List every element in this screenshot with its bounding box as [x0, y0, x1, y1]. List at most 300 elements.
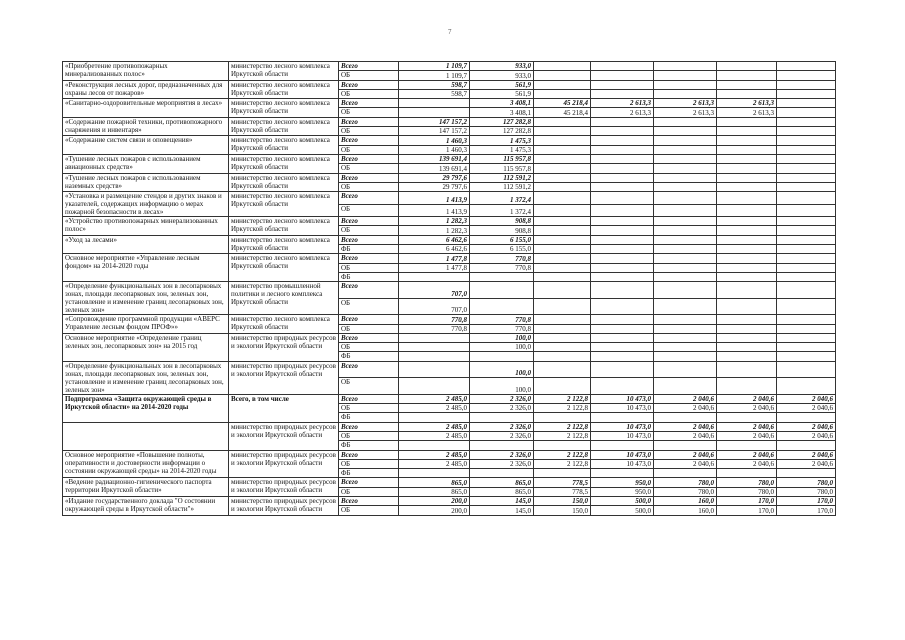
funding-source: Всего	[339, 80, 399, 89]
amount-cell-2015: 1 372,4	[470, 192, 534, 205]
amount-cell-2019: 2 040,6	[717, 404, 777, 413]
amount-cell-2015: 933,0	[470, 71, 534, 80]
responsible-executor: министерство природных ресурсов и экологии Иркутской области	[229, 496, 339, 515]
amount-cell-2015: 1 475,3	[470, 136, 534, 145]
amount-cell-2016: 2 122,8	[534, 450, 591, 459]
amount-cell-2015: 561,9	[470, 80, 534, 89]
amount-cell-2017: 10 473,0	[591, 431, 654, 440]
amount-cell-2014: 2 485,0	[399, 422, 470, 431]
funding-source: Всего	[339, 450, 399, 459]
amount-cell-2015: 3 408,1	[470, 108, 534, 117]
amount-cell-2018	[654, 71, 717, 80]
amount-cell-2019	[717, 62, 777, 71]
amount-cell-2019	[717, 182, 777, 191]
amount-cell-2016	[534, 343, 591, 352]
funding-source: Всего	[339, 394, 399, 403]
amount-cell-2014	[399, 272, 470, 281]
table-row	[63, 80, 836, 89]
amount-cell-2016	[534, 282, 591, 299]
table-row	[63, 192, 836, 205]
amount-cell-2019	[717, 164, 777, 173]
responsible-executor: министерство природных ресурсов и экологии Иркутской области	[229, 450, 339, 478]
funding-source: ФБ	[339, 272, 399, 281]
funding-source: Всего	[339, 136, 399, 145]
amount-cell-2015: 2 326,0	[470, 394, 534, 403]
amount-cell-2016: 2 122,8	[534, 422, 591, 431]
amount-cell-2019: 2 040,6	[717, 450, 777, 459]
amount-cell-2014: 598,7	[399, 80, 470, 89]
amount-cell-2020	[777, 343, 836, 352]
funding-source: ОБ	[339, 108, 399, 117]
amount-cell-2014: 707,0	[399, 282, 470, 299]
measure-name: «Определение функциональных зон в лесопарковых зонах, площади лесопарковых зон, зеленых зон, установление и изменение границ лесопарковых зон, зеленых зон»	[63, 361, 229, 394]
amount-cell-2018: 2 040,6	[654, 394, 717, 403]
amount-cell-2017	[591, 164, 654, 173]
amount-cell-2020	[777, 378, 836, 395]
amount-cell-2019	[717, 127, 777, 136]
amount-cell-2016: 2 122,8	[534, 394, 591, 403]
amount-cell-2014: 200,0	[399, 496, 470, 505]
amount-cell-2016	[534, 145, 591, 154]
amount-cell-2019	[717, 272, 777, 281]
amount-cell-2016: 45 218,4	[534, 99, 591, 108]
amount-cell-2015: 2 326,0	[470, 459, 534, 468]
amount-cell-2014	[399, 333, 470, 342]
measure-name: Подпрограмма «Защита окружающей среды в Иркутской области» на 2014-2020 годы	[63, 394, 229, 422]
amount-cell-2018: 2 040,6	[654, 450, 717, 459]
amount-cell-2019	[717, 282, 777, 299]
responsible-executor: министерство лесного комплекса Иркутской области	[229, 62, 339, 81]
amount-cell-2014: 598,7	[399, 89, 470, 98]
amount-cell-2016: 150,0	[534, 506, 591, 515]
amount-cell-2019	[717, 89, 777, 98]
amount-cell-2015: 127 282,8	[470, 127, 534, 136]
amount-cell-2018	[654, 89, 717, 98]
amount-cell-2016	[534, 413, 591, 422]
amount-cell-2018	[654, 145, 717, 154]
amount-cell-2018	[654, 282, 717, 299]
amount-cell-2019	[717, 245, 777, 254]
amount-cell-2017: 10 473,0	[591, 404, 654, 413]
amount-cell-2019	[717, 71, 777, 80]
funding-source: ОБ	[339, 343, 399, 352]
amount-cell-2017: 10 473,0	[591, 459, 654, 468]
amount-cell-2019	[717, 441, 777, 450]
funding-source: ФБ	[339, 352, 399, 361]
amount-cell-2016	[534, 315, 591, 324]
amount-cell-2020: 2 040,6	[777, 459, 836, 468]
funding-source: Всего	[339, 333, 399, 342]
amount-cell-2018: 2 040,6	[654, 431, 717, 440]
amount-cell-2018: 2 040,6	[654, 422, 717, 431]
amount-cell-2018	[654, 226, 717, 235]
amount-cell-2014: 865,0	[399, 487, 470, 496]
amount-cell-2014: 865,0	[399, 478, 470, 487]
amount-cell-2017	[591, 80, 654, 89]
measure-name: Основное мероприятие «Управление лесным фондом» на 2014-2020 годы	[63, 254, 229, 282]
amount-cell-2020	[777, 226, 836, 235]
funding-source: Всего	[339, 117, 399, 126]
amount-cell-2014: 6 462,6	[399, 235, 470, 244]
amount-cell-2015: 100,0	[470, 343, 534, 352]
amount-cell-2017: 500,0	[591, 496, 654, 505]
amount-cell-2020	[777, 192, 836, 205]
amount-cell-2020	[777, 235, 836, 244]
funding-source: ОБ	[339, 164, 399, 173]
amount-cell-2016	[534, 254, 591, 263]
amount-cell-2016	[534, 378, 591, 395]
amount-cell-2020	[777, 361, 836, 378]
amount-cell-2016: 778,5	[534, 487, 591, 496]
amount-cell-2016	[534, 80, 591, 89]
amount-cell-2015	[470, 352, 534, 361]
amount-cell-2020	[777, 154, 836, 163]
amount-cell-2020	[777, 413, 836, 422]
funding-source: ОБ	[339, 127, 399, 136]
amount-cell-2017	[591, 192, 654, 205]
amount-cell-2019	[717, 352, 777, 361]
amount-cell-2020: 2 040,6	[777, 404, 836, 413]
amount-cell-2015	[470, 469, 534, 478]
amount-cell-2014: 1 109,7	[399, 71, 470, 80]
responsible-executor: министерство лесного комплекса Иркутской области	[229, 173, 339, 192]
amount-cell-2020	[777, 217, 836, 226]
amount-cell-2018	[654, 235, 717, 244]
amount-cell-2014: 1 413,9	[399, 204, 470, 217]
amount-cell-2020	[777, 89, 836, 98]
table-row	[63, 154, 836, 163]
table-row	[63, 361, 836, 378]
amount-cell-2019	[717, 145, 777, 154]
amount-cell-2020	[777, 62, 836, 71]
table-row	[63, 254, 836, 263]
funding-source: ОБ	[339, 145, 399, 154]
amount-cell-2020	[777, 164, 836, 173]
amount-cell-2016: 150,0	[534, 496, 591, 505]
amount-cell-2020	[777, 80, 836, 89]
amount-cell-2017: 10 473,0	[591, 394, 654, 403]
amount-cell-2014: 2 485,0	[399, 459, 470, 468]
amount-cell-2014	[399, 352, 470, 361]
amount-cell-2019	[717, 235, 777, 244]
amount-cell-2014: 1 282,3	[399, 226, 470, 235]
amount-cell-2017: 10 473,0	[591, 450, 654, 459]
responsible-executor: министерство лесного комплекса Иркутской области	[229, 217, 339, 236]
table-row	[63, 62, 836, 71]
amount-cell-2015: 1 372,4	[470, 204, 534, 217]
amount-cell-2020: 2 040,6	[777, 431, 836, 440]
amount-cell-2018	[654, 324, 717, 333]
amount-cell-2015: 6 155,0	[470, 235, 534, 244]
measure-name: «Тушение лесных пожаров с использованием наземных средств»	[63, 173, 229, 192]
amount-cell-2019: 2 040,6	[717, 431, 777, 440]
amount-cell-2015: 770,8	[470, 254, 534, 263]
amount-cell-2015: 865,0	[470, 478, 534, 487]
amount-cell-2018	[654, 62, 717, 71]
funding-source: ОБ	[339, 298, 399, 315]
amount-cell-2017	[591, 413, 654, 422]
amount-cell-2020: 170,0	[777, 506, 836, 515]
amount-cell-2015: 561,9	[470, 89, 534, 98]
table-row	[63, 450, 836, 459]
amount-cell-2018	[654, 254, 717, 263]
amount-cell-2017	[591, 173, 654, 182]
amount-cell-2019	[717, 154, 777, 163]
amount-cell-2015: 770,8	[470, 324, 534, 333]
amount-cell-2015: 2 326,0	[470, 422, 534, 431]
amount-cell-2017	[591, 315, 654, 324]
amount-cell-2020	[777, 333, 836, 342]
amount-cell-2016	[534, 71, 591, 80]
amount-cell-2017	[591, 324, 654, 333]
amount-cell-2020	[777, 324, 836, 333]
amount-cell-2014: 770,8	[399, 324, 470, 333]
amount-cell-2020	[777, 352, 836, 361]
amount-cell-2015: 127 282,8	[470, 117, 534, 126]
amount-cell-2014	[399, 108, 470, 117]
amount-cell-2017	[591, 62, 654, 71]
table-row	[63, 478, 836, 487]
responsible-executor: министерство лесного комплекса Иркутской области	[229, 192, 339, 217]
table-row	[63, 315, 836, 324]
amount-cell-2018	[654, 333, 717, 342]
amount-cell-2017	[591, 154, 654, 163]
amount-cell-2016	[534, 89, 591, 98]
amount-cell-2016	[534, 154, 591, 163]
amount-cell-2018	[654, 272, 717, 281]
amount-cell-2014: 1 460,3	[399, 136, 470, 145]
funding-source: ОБ	[339, 506, 399, 515]
amount-cell-2020	[777, 71, 836, 80]
amount-cell-2016	[534, 361, 591, 378]
measure-name: «Уход за лесами»	[63, 235, 229, 254]
funding-source: Всего	[339, 154, 399, 163]
funding-source: Всего	[339, 192, 399, 205]
amount-cell-2015	[470, 298, 534, 315]
amount-cell-2019	[717, 117, 777, 126]
amount-cell-2015: 100,0	[470, 378, 534, 395]
amount-cell-2018	[654, 263, 717, 272]
amount-cell-2018	[654, 117, 717, 126]
amount-cell-2019: 170,0	[717, 496, 777, 505]
responsible-executor: министерство природных ресурсов и экологии Иркутской области	[229, 422, 339, 450]
amount-cell-2014: 1 477,8	[399, 263, 470, 272]
amount-cell-2019	[717, 80, 777, 89]
amount-cell-2019	[717, 343, 777, 352]
amount-cell-2015: 112 591,2	[470, 173, 534, 182]
amount-cell-2016: 778,5	[534, 478, 591, 487]
amount-cell-2018	[654, 378, 717, 395]
amount-cell-2020: 2 040,6	[777, 394, 836, 403]
amount-cell-2019	[717, 324, 777, 333]
amount-cell-2018	[654, 245, 717, 254]
amount-cell-2015: 908,8	[470, 217, 534, 226]
amount-cell-2014: 147 157,2	[399, 117, 470, 126]
amount-cell-2018: 2 040,6	[654, 459, 717, 468]
funding-source: Всего	[339, 99, 399, 108]
amount-cell-2015: 100,0	[470, 361, 534, 378]
amount-cell-2015: 2 326,0	[470, 431, 534, 440]
funding-source: Всего	[339, 478, 399, 487]
responsible-executor: министерство лесного комплекса Иркутской области	[229, 99, 339, 118]
amount-cell-2020	[777, 136, 836, 145]
amount-cell-2020: 780,0	[777, 478, 836, 487]
amount-cell-2019	[717, 192, 777, 205]
amount-cell-2014: 29 797,6	[399, 173, 470, 182]
funding-source: Всего	[339, 282, 399, 299]
amount-cell-2018	[654, 413, 717, 422]
table-row	[63, 136, 836, 145]
funding-source: ОБ	[339, 89, 399, 98]
measure-name: «Издание государственного доклада "О состоянии окружающей среды в Иркутской области"»	[63, 496, 229, 515]
funding-source: ОБ	[339, 226, 399, 235]
amount-cell-2014: 1 460,3	[399, 145, 470, 154]
responsible-executor: министерство лесного комплекса Иркутской области	[229, 235, 339, 254]
amount-cell-2014: 139 691,4	[399, 154, 470, 163]
amount-cell-2018	[654, 469, 717, 478]
responsible-executor: министерство природных ресурсов и экологии Иркутской области	[229, 333, 339, 361]
funding-source: Всего	[339, 361, 399, 378]
amount-cell-2020	[777, 204, 836, 217]
amount-cell-2014: 770,8	[399, 315, 470, 324]
amount-cell-2015: 865,0	[470, 487, 534, 496]
amount-cell-2016	[534, 245, 591, 254]
amount-cell-2016	[534, 164, 591, 173]
amount-cell-2018: 2 613,3	[654, 99, 717, 108]
amount-cell-2015: 3 408,1	[470, 99, 534, 108]
amount-cell-2014	[399, 441, 470, 450]
amount-cell-2017	[591, 254, 654, 263]
responsible-executor: министерство лесного комплекса Иркутской области	[229, 254, 339, 282]
amount-cell-2016	[534, 226, 591, 235]
amount-cell-2016: 2 122,8	[534, 404, 591, 413]
amount-cell-2019: 170,0	[717, 506, 777, 515]
measure-name: «Содержание пожарной техники, противопожарного снаряжения и инвентаря»	[63, 117, 229, 136]
amount-cell-2019	[717, 263, 777, 272]
amount-cell-2016	[534, 136, 591, 145]
measure-name: «Ведение радиационно-гигиенического паспорта территории Иркутской области»	[63, 478, 229, 497]
amount-cell-2018	[654, 204, 717, 217]
amount-cell-2020	[777, 282, 836, 299]
amount-cell-2020	[777, 145, 836, 154]
measure-name: Основное мероприятие «Повышение полноты, оперативности и достоверности информации о состоянии окружающей среды» на 2014-2020 годы	[63, 450, 229, 478]
measure-name: «Устройство противопожарных минерализованных полос»	[63, 217, 229, 236]
amount-cell-2016: 2 122,8	[534, 431, 591, 440]
amount-cell-2015: 115 957,8	[470, 154, 534, 163]
funding-source: ОБ	[339, 459, 399, 468]
amount-cell-2020	[777, 108, 836, 117]
amount-cell-2016	[534, 117, 591, 126]
amount-cell-2018: 2 040,6	[654, 404, 717, 413]
funding-source: Всего	[339, 62, 399, 71]
table-row	[63, 333, 836, 342]
amount-cell-2020	[777, 441, 836, 450]
amount-cell-2014	[399, 361, 470, 378]
amount-cell-2019: 2 613,3	[717, 99, 777, 108]
amount-cell-2020	[777, 182, 836, 191]
amount-cell-2019	[717, 173, 777, 182]
table-row	[63, 422, 836, 431]
amount-cell-2018: 2 613,3	[654, 108, 717, 117]
amount-cell-2014: 1 109,7	[399, 62, 470, 71]
amount-cell-2017	[591, 235, 654, 244]
amount-cell-2020	[777, 263, 836, 272]
amount-cell-2017	[591, 272, 654, 281]
funding-source: ОБ	[339, 324, 399, 333]
funding-source: Всего	[339, 173, 399, 182]
funding-source: Всего	[339, 496, 399, 505]
amount-cell-2015: 2 326,0	[470, 450, 534, 459]
amount-cell-2018	[654, 315, 717, 324]
measure-name	[63, 422, 229, 450]
amount-cell-2017	[591, 117, 654, 126]
responsible-executor: министерство лесного комплекса Иркутской области	[229, 136, 339, 155]
amount-cell-2016: 45 218,4	[534, 108, 591, 117]
amount-cell-2017	[591, 282, 654, 299]
amount-cell-2017: 2 613,3	[591, 108, 654, 117]
funding-source: Всего	[339, 235, 399, 244]
amount-cell-2018: 780,0	[654, 478, 717, 487]
amount-cell-2017	[591, 333, 654, 342]
amount-cell-2017: 2 613,3	[591, 99, 654, 108]
amount-cell-2015	[470, 282, 534, 299]
amount-cell-2014	[399, 469, 470, 478]
amount-cell-2016	[534, 235, 591, 244]
amount-cell-2019	[717, 315, 777, 324]
amount-cell-2019	[717, 378, 777, 395]
amount-cell-2017	[591, 469, 654, 478]
amount-cell-2018: 160,0	[654, 496, 717, 505]
amount-cell-2018	[654, 127, 717, 136]
amount-cell-2018	[654, 343, 717, 352]
table-row	[63, 99, 836, 108]
measure-name: «Приобретение противопожарных минерализованных полос»	[63, 62, 229, 81]
amount-cell-2017	[591, 361, 654, 378]
amount-cell-2014: 707,0	[399, 298, 470, 315]
funding-source: ФБ	[339, 245, 399, 254]
amount-cell-2017	[591, 378, 654, 395]
measure-name: «Сопровождение программной продукции «АВЕРС Управление лесным фондом ПРОФ»»	[63, 315, 229, 334]
measure-name: «Содержание систем связи и оповещения»	[63, 136, 229, 155]
amount-cell-2015	[470, 441, 534, 450]
amount-cell-2014: 147 157,2	[399, 127, 470, 136]
amount-cell-2015: 770,8	[470, 263, 534, 272]
responsible-executor: министерство лесного комплекса Иркутской области	[229, 315, 339, 334]
table-row	[63, 117, 836, 126]
amount-cell-2016	[534, 127, 591, 136]
amount-cell-2018	[654, 298, 717, 315]
amount-cell-2017: 950,0	[591, 487, 654, 496]
amount-cell-2019	[717, 254, 777, 263]
funding-source: ФБ	[339, 441, 399, 450]
funding-source: ОБ	[339, 431, 399, 440]
amount-cell-2014: 1 477,8	[399, 254, 470, 263]
responsible-executor: Всего, в том числе	[229, 394, 339, 422]
amount-cell-2019	[717, 361, 777, 378]
amount-cell-2017	[591, 89, 654, 98]
amount-cell-2015: 933,0	[470, 62, 534, 71]
amount-cell-2016	[534, 324, 591, 333]
amount-cell-2017	[591, 226, 654, 235]
amount-cell-2020	[777, 117, 836, 126]
amount-cell-2017	[591, 263, 654, 272]
measure-name: Основное мероприятие «Определение границ зеленых зон, лесопарковых зон» на 2015 год	[63, 333, 229, 361]
amount-cell-2014	[399, 378, 470, 395]
amount-cell-2015	[470, 413, 534, 422]
amount-cell-2016	[534, 62, 591, 71]
table-row	[63, 394, 836, 403]
amount-cell-2017	[591, 127, 654, 136]
